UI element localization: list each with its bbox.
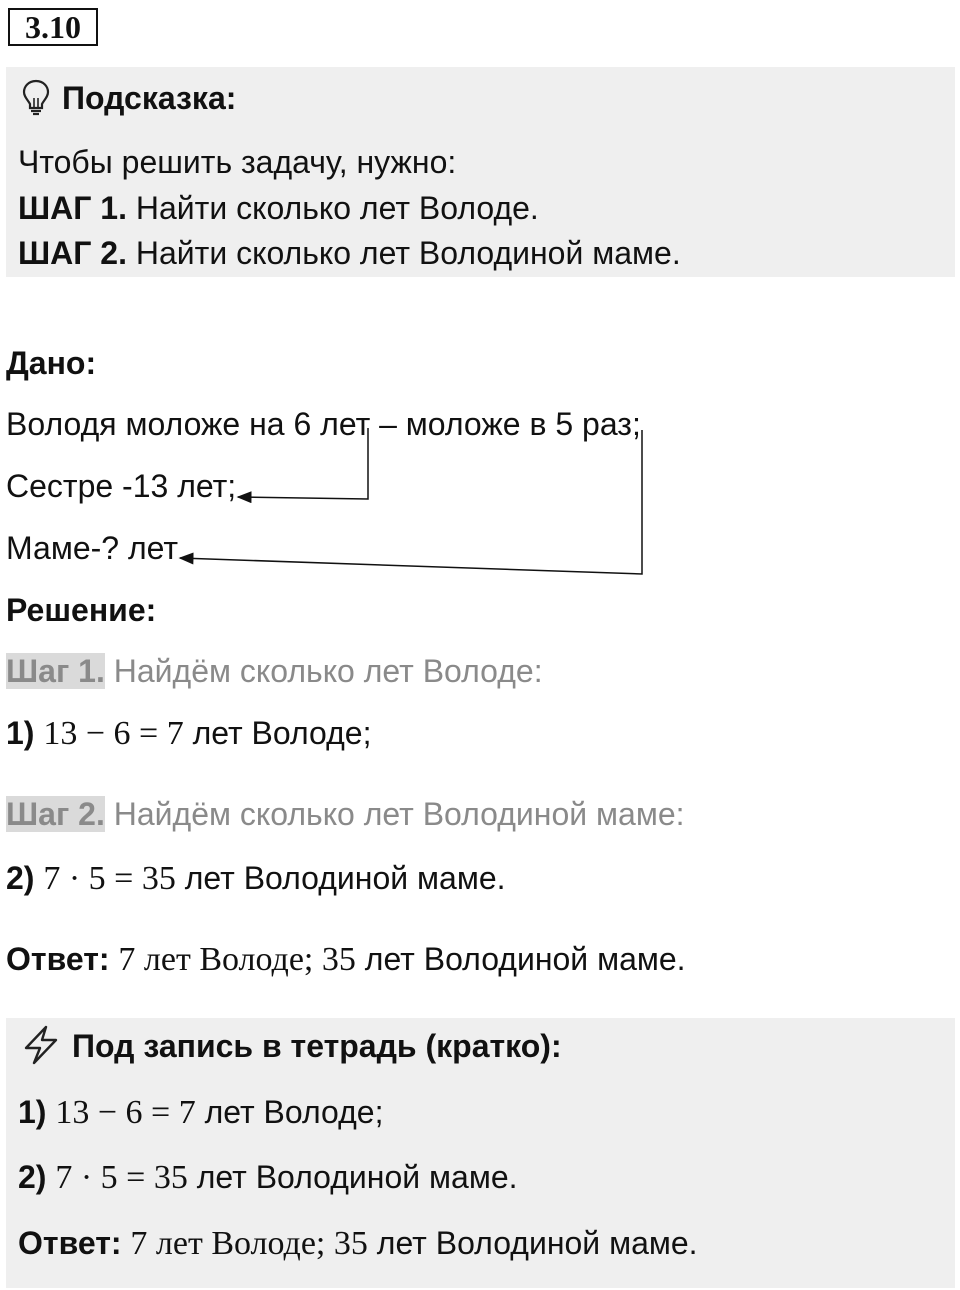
hint-step-2-text: Найти сколько лет Володиной маме. bbox=[135, 235, 681, 271]
arrow-to-mom bbox=[180, 430, 642, 574]
arrow-to-sister bbox=[238, 428, 368, 499]
calc-2-text: лет Володиной маме. bbox=[184, 860, 506, 896]
notebook-calc-2-text: лет Володиной маме. bbox=[196, 1159, 518, 1195]
solution-step-2 bbox=[6, 796, 685, 833]
answer-text: лет Володиной маме. bbox=[364, 941, 686, 977]
step-2-text: Найдём сколько лет Володиной маме: bbox=[113, 796, 685, 832]
calc-2-number: 2) bbox=[6, 860, 35, 896]
hint-step-2-label: ШАГ 2. bbox=[18, 235, 127, 271]
given-line-2: Сестре -13 лет; bbox=[6, 468, 237, 504]
given-title: Дано: bbox=[6, 345, 97, 381]
notebook-calc-2-number: 2) bbox=[18, 1159, 47, 1195]
solution-calc-2 bbox=[6, 860, 506, 898]
calc-1-expression: 13 − 6 = 7 bbox=[43, 715, 184, 752]
notebook-calc-1-text: лет Володе; bbox=[204, 1094, 384, 1130]
calc-1-text: лет Володе; bbox=[192, 715, 372, 751]
hint-intro: Чтобы решить задачу, нужно: bbox=[18, 144, 457, 180]
answer-label: Ответ: bbox=[6, 941, 110, 977]
solution-step-1 bbox=[6, 653, 543, 690]
notebook-calc-1 bbox=[18, 1094, 383, 1132]
lightning-icon bbox=[20, 1024, 62, 1066]
step-1-text: Найдём сколько лет Володе: bbox=[113, 653, 543, 689]
notebook-answer-expression: 7 лет Володе; 35 bbox=[130, 1225, 368, 1262]
notebook-calc-2 bbox=[18, 1159, 518, 1197]
notebook-answer-label: Ответ: bbox=[18, 1225, 122, 1261]
step-2-label: Шаг 2. bbox=[6, 796, 105, 832]
notebook-title: Под запись в тетрадь (кратко): bbox=[72, 1028, 562, 1064]
notebook-calc-1-number: 1) bbox=[18, 1094, 47, 1130]
given-line-3: Маме-? лет bbox=[6, 530, 179, 566]
notebook-calc-1-expression: 13 − 6 = 7 bbox=[55, 1094, 196, 1131]
calc-1-number: 1) bbox=[6, 715, 35, 751]
hint-step-1-label: ШАГ 1. bbox=[18, 190, 127, 226]
calc-2-expression: 7 · 5 = 35 bbox=[43, 860, 176, 897]
hint-step-1-text: Найти сколько лет Володе. bbox=[135, 190, 539, 226]
solution-answer bbox=[6, 941, 686, 979]
notebook-answer-text: лет Володиной маме. bbox=[376, 1225, 698, 1261]
notebook-calc-2-expression: 7 · 5 = 35 bbox=[55, 1159, 188, 1196]
step-1-label: Шаг 1. bbox=[6, 653, 105, 689]
notebook-answer bbox=[18, 1225, 698, 1263]
solution-title: Решение: bbox=[6, 592, 157, 628]
hint-title: Подсказка: bbox=[62, 80, 237, 116]
answer-expression: 7 лет Володе; 35 bbox=[118, 941, 356, 978]
given-line-1: Володя моложе на 6 лет – моложе в 5 раз; bbox=[6, 406, 641, 442]
solution-calc-1 bbox=[6, 715, 371, 753]
problem-number: 3.10 bbox=[8, 8, 98, 46]
